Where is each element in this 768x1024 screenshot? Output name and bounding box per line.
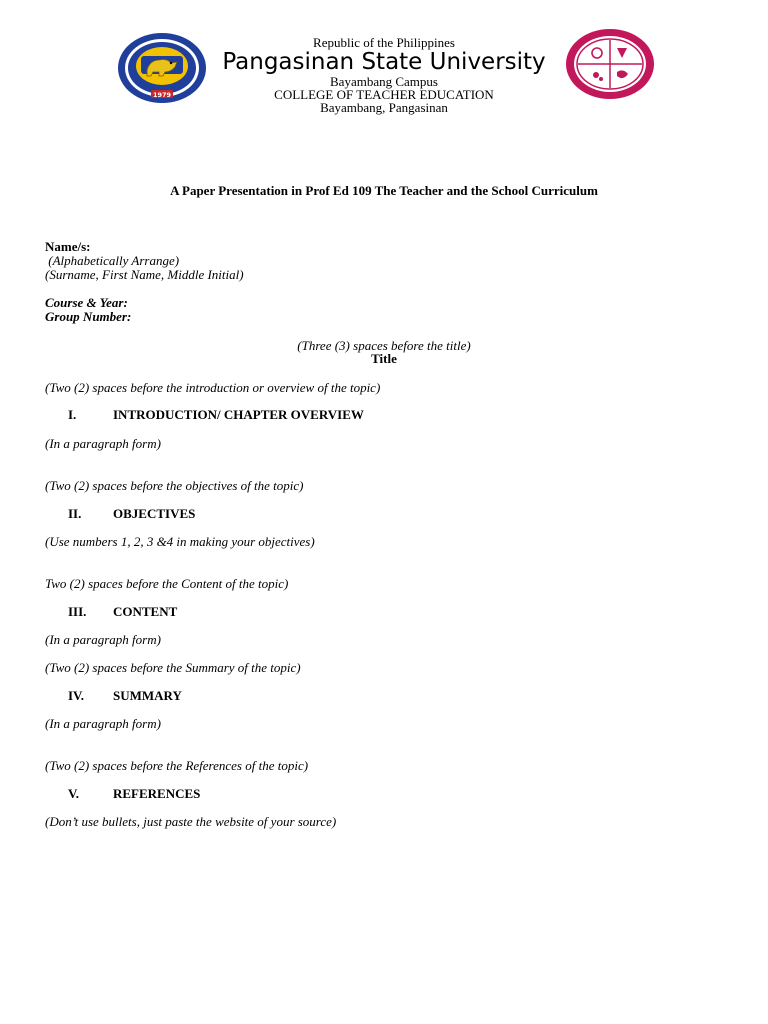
section-heading-introduction [68, 407, 568, 422]
section-title: OBJECTIVES [113, 506, 196, 521]
section-title: CONTENT [113, 604, 178, 619]
section-title: SUMMARY [113, 688, 182, 703]
objectives-spacing-note: (Two (2) spaces before the objectives of the topic) [45, 478, 304, 493]
intro-body-note: (In a paragraph form) [45, 436, 161, 451]
section-heading-content [68, 604, 568, 619]
references-body-note: (Don’t use bullets, just paste the website of your source) [45, 814, 337, 829]
republic-line: Republic of the Philippines [313, 35, 455, 50]
college-line: COLLEGE OF TEACHER EDUCATION [274, 87, 494, 102]
names-note-format: (Surname, First Name, Middle Initial) [45, 267, 244, 282]
psu-seal-year: 1979 [152, 91, 172, 99]
title-spacing-note: (Three (3) spaces before the title) [297, 338, 471, 353]
summary-body-note: (In a paragraph form) [45, 716, 161, 731]
section-heading-references [68, 786, 568, 801]
content-body-note: (In a paragraph form) [45, 632, 161, 647]
section-numeral: III. [68, 604, 87, 619]
summary-spacing-note: (Two (2) spaces before the Summary of the topic) [45, 660, 301, 675]
university-name: Pangasinan State University [222, 49, 546, 75]
section-heading-summary [68, 688, 568, 703]
names-label: Name/s: [45, 239, 91, 254]
location-line: Bayambang, Pangasinan [320, 100, 448, 115]
section-numeral: I. [68, 407, 77, 422]
section-heading-objectives [68, 506, 568, 521]
intro-spacing-note: (Two (2) spaces before the introduction or overview of the topic) [45, 380, 381, 395]
content-spacing-note: Two (2) spaces before the Content of the topic) [45, 576, 289, 591]
section-numeral: V. [68, 786, 79, 801]
section-title: REFERENCES [113, 786, 201, 801]
presentation-title: A Paper Presentation in Prof Ed 109 The Teacher and the School Curriculum [170, 183, 598, 198]
course-year-label: Course & Year: [45, 295, 128, 310]
title-label: Title [371, 351, 397, 366]
section-title: INTRODUCTION/ CHAPTER OVERVIEW [113, 407, 364, 422]
objectives-body-note: (Use numbers 1, 2, 3 &4 in making your objectives) [45, 534, 315, 549]
section-numeral: II. [68, 506, 82, 521]
names-note-alphabetical: (Alphabetically Arrange) [45, 253, 180, 268]
references-spacing-note: (Two (2) spaces before the References of the topic) [45, 758, 309, 773]
group-number-label: Group Number: [45, 309, 132, 324]
section-numeral: IV. [68, 688, 85, 703]
campus-line: Bayambang Campus [330, 74, 438, 89]
